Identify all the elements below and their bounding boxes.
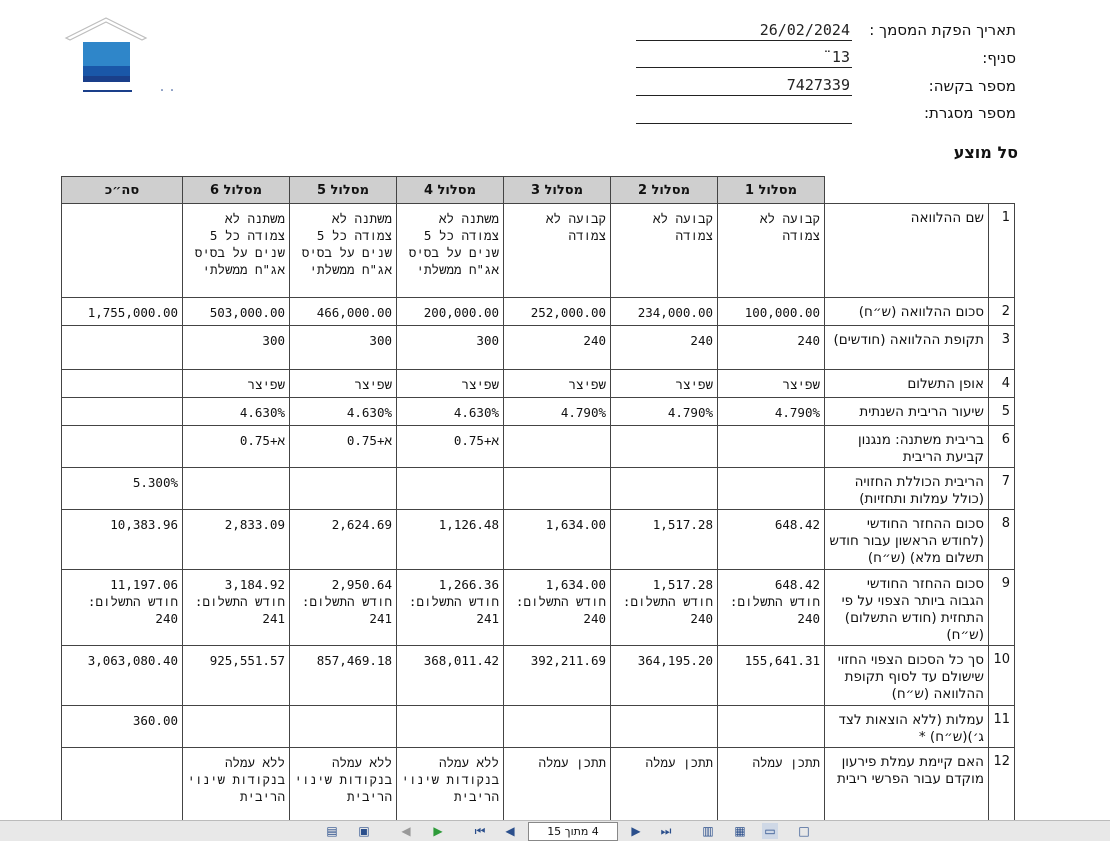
track-cell: א+0.75 (183, 426, 290, 468)
track-cell: 3,184.92 חודש התשלום: 241 (183, 570, 290, 646)
track-cell: 4.790% (504, 398, 611, 426)
prev-page-icon[interactable]: ◀ (505, 824, 515, 838)
track-cell (611, 468, 718, 510)
total-cell (62, 326, 183, 370)
track-cell: קבועה לא צמודה (718, 204, 825, 298)
row-description: סכום ההחזר החודשי (לחודש הראשון עבור חודש תשלום מלא) (ש״ח) (825, 510, 989, 570)
total-cell (62, 426, 183, 468)
doc-date-label: תאריך הפקת המסמך : (869, 21, 1016, 39)
table-row (62, 468, 1015, 510)
total-cell: 11,197.06 חודש התשלום: 240 (62, 570, 183, 646)
track-cell: ללא עמלה בנקודות שינוי הריבית (397, 748, 504, 824)
track-cell: 234,000.00 (611, 298, 718, 326)
row-number: 7 (989, 468, 1015, 510)
row-description: שיעור הריבית השנתית (825, 398, 989, 426)
page-indicator[interactable]: 4 מתוך 15 (528, 822, 618, 841)
track-cell: 4.630% (290, 398, 397, 426)
table-row (62, 204, 1015, 298)
track-cell: 155,641.31 (718, 646, 825, 706)
last-page-icon[interactable]: ⏭ (660, 823, 672, 838)
track-cell: 503,000.00 (183, 298, 290, 326)
table-header-row (62, 177, 1015, 204)
track-cell: 2,624.69 (290, 510, 397, 570)
viewer-toolbar (0, 820, 1110, 841)
request-number-value: 7427339 (636, 76, 852, 96)
continuous-view-icon[interactable]: ▭ (762, 823, 778, 839)
track-cell (183, 468, 290, 510)
track-cell: קבועה לא צמודה (504, 204, 611, 298)
track-cell: 1,634.00 (504, 510, 611, 570)
doc-date-value: 26/02/2024 (636, 21, 852, 41)
row-description: סכום ההחזר החודשי הגבוה ביותר הצפוי על פי התחזית (חודש התשלום) (ש״ח) (825, 570, 989, 646)
track-cell: 648.42 (718, 510, 825, 570)
row-number: 10 (989, 646, 1015, 706)
track-cell: 368,011.42 (397, 646, 504, 706)
track-cell (397, 706, 504, 748)
track-cell: 4.630% (397, 398, 504, 426)
total-cell: 1,755,000.00 (62, 298, 183, 326)
table-row (62, 510, 1015, 570)
print-icon[interactable]: ▣ (358, 824, 370, 838)
track-cell: משתנה לא צמודה כל 5 שנים על בסיס אג"ח ממשלתי (290, 204, 397, 298)
back-icon[interactable]: ◀ (401, 824, 411, 838)
track-cell: 100,000.00 (718, 298, 825, 326)
track-cell (183, 706, 290, 748)
track-cell: שפיצר (397, 370, 504, 398)
track-cell: 1,517.28 (611, 510, 718, 570)
track-cell: ללא עמלה בנקודות שינוי הריבית (290, 748, 397, 824)
track-cell: תתכן עמלה (611, 748, 718, 824)
next-page-icon[interactable]: ▶ (631, 824, 641, 838)
track-cell (290, 706, 397, 748)
forward-icon[interactable]: ▶ (433, 824, 443, 838)
track-cell: שפיצר (718, 370, 825, 398)
total-cell: 5.300% (62, 468, 183, 510)
track-cell: 300 (183, 326, 290, 370)
bank-logo (62, 16, 182, 96)
first-page-icon[interactable]: ⏮ (474, 823, 486, 838)
row-number: 6 (989, 426, 1015, 468)
framework-number-label: מספר מסגרת: (923, 104, 1016, 122)
track-cell (504, 468, 611, 510)
track-cell: תתכן עמלה (718, 748, 825, 824)
total-cell (62, 748, 183, 824)
row-number: 11 (989, 706, 1015, 748)
row-number: 8 (989, 510, 1015, 570)
row-number: 2 (989, 298, 1015, 326)
table-row (62, 326, 1015, 370)
header-blank (825, 177, 1015, 204)
single-page-view-icon[interactable]: □ (798, 824, 810, 838)
row-description: האם קיימת עמלת פירעון מוקדם עבור הפרשי ריבית (825, 748, 989, 824)
track-cell: 300 (290, 326, 397, 370)
grid-view-icon[interactable]: ▦ (734, 824, 746, 838)
row-number: 3 (989, 326, 1015, 370)
track-cell: 240 (504, 326, 611, 370)
save-icon[interactable]: ▤ (326, 824, 338, 838)
track-cell: 200,000.00 (397, 298, 504, 326)
track-cell: א+0.75 (397, 426, 504, 468)
row-description: בריבית משתנה: מנגנון קביעת הריבית (825, 426, 989, 468)
row-description: אופן התשלום (825, 370, 989, 398)
track-cell (504, 706, 611, 748)
total-cell: 3,063,080.40 (62, 646, 183, 706)
track-cell: 392,211.69 (504, 646, 611, 706)
track-cell: 1,126.48 (397, 510, 504, 570)
track-cell: 466,000.00 (290, 298, 397, 326)
two-page-view-icon[interactable]: ▥ (702, 824, 714, 838)
table-row (62, 706, 1015, 748)
branch-value: ¨13 (636, 48, 852, 68)
total-cell (62, 370, 183, 398)
framework-number-value (636, 104, 852, 124)
total-cell (62, 398, 183, 426)
track-cell: 2,833.09 (183, 510, 290, 570)
table-row (62, 426, 1015, 468)
track-cell (718, 468, 825, 510)
row-number: 12 (989, 748, 1015, 824)
branch-label: סניף: (982, 49, 1016, 67)
col-track-2: מסלול 2 (611, 177, 718, 204)
track-cell: 648.42 חודש התשלום: 240 (718, 570, 825, 646)
total-cell (62, 204, 183, 298)
row-number: 4 (989, 370, 1015, 398)
track-cell: 240 (718, 326, 825, 370)
track-cell (718, 426, 825, 468)
table-row (62, 646, 1015, 706)
row-number: 5 (989, 398, 1015, 426)
track-cell: 4.630% (183, 398, 290, 426)
col-track-6: מסלול 6 (183, 177, 290, 204)
row-description: סכום ההלוואה (ש״ח) (825, 298, 989, 326)
track-cell: ללא עמלה בנקודות שינוי הריבית (183, 748, 290, 824)
track-cell: 1,634.00 חודש התשלום: 240 (504, 570, 611, 646)
track-cell: 364,195.20 (611, 646, 718, 706)
col-track-3: מסלול 3 (504, 177, 611, 204)
track-cell: משתנה לא צמודה כל 5 שנים על בסיס אג"ח ממשלתי (183, 204, 290, 298)
table-row (62, 370, 1015, 398)
col-track-5: מסלול 5 (290, 177, 397, 204)
loan-plan-table (61, 176, 1015, 824)
track-cell: 300 (397, 326, 504, 370)
track-cell: 1,266.36 חודש התשלום: 241 (397, 570, 504, 646)
track-cell: 1,517.28 חודש התשלום: 240 (611, 570, 718, 646)
table-row (62, 570, 1015, 646)
track-cell (290, 468, 397, 510)
row-description: סך כל הסכום הצפוי החזוי שישולם עד לסוף תקופת ההלוואה (ש״ח) (825, 646, 989, 706)
total-cell: 360.00 (62, 706, 183, 748)
request-number-label: מספר בקשה: (928, 77, 1016, 95)
total-cell: 10,383.96 (62, 510, 183, 570)
table-row (62, 748, 1015, 824)
track-cell (611, 706, 718, 748)
track-cell (397, 468, 504, 510)
row-description: תקופת ההלוואה (חודשים) (825, 326, 989, 370)
track-cell: שפיצר (290, 370, 397, 398)
track-cell (718, 706, 825, 748)
table-row (62, 298, 1015, 326)
track-cell: שפיצר (183, 370, 290, 398)
section-title: סל מוצע (953, 143, 1018, 162)
row-number: 1 (989, 204, 1015, 298)
col-track-1: מסלול 1 (718, 177, 825, 204)
track-cell: 857,469.18 (290, 646, 397, 706)
track-cell: 252,000.00 (504, 298, 611, 326)
track-cell (504, 426, 611, 468)
track-cell: קבועה לא צמודה (611, 204, 718, 298)
track-cell: תתכן עמלה (504, 748, 611, 824)
col-total: סה״כ (62, 177, 183, 204)
track-cell: משתנה לא צמודה כל 5 שנים על בסיס אג"ח ממשלתי (397, 204, 504, 298)
track-cell: 4.790% (611, 398, 718, 426)
track-cell: שפיצר (611, 370, 718, 398)
track-cell: 240 (611, 326, 718, 370)
track-cell (611, 426, 718, 468)
row-description: הריבית הכוללת החזויה (כולל עמלות ותחזיות) (825, 468, 989, 510)
track-cell: 4.790% (718, 398, 825, 426)
track-cell: 2,950.64 חודש התשלום: 241 (290, 570, 397, 646)
track-cell: שפיצר (504, 370, 611, 398)
col-track-4: מסלול 4 (397, 177, 504, 204)
row-description: שם ההלוואה (825, 204, 989, 298)
row-description: עמלות (ללא הוצאות לצד ג׳)(ש״ח) * (825, 706, 989, 748)
track-cell: 925,551.57 (183, 646, 290, 706)
row-number: 9 (989, 570, 1015, 646)
table-row (62, 398, 1015, 426)
track-cell: א+0.75 (290, 426, 397, 468)
